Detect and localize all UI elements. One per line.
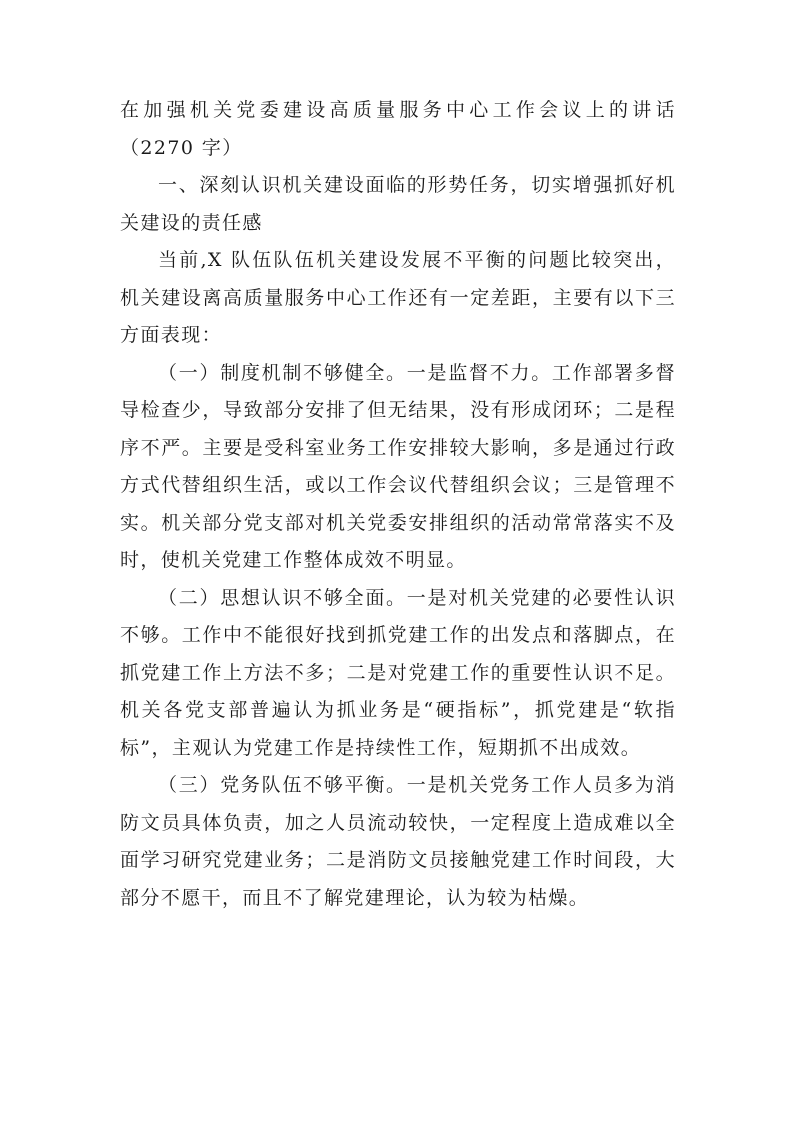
section-heading-1: 一、深刻认识机关建设面临的形势任务，切实增强抓好机关建设的责任感 — [120, 174, 676, 234]
document-title: 在加强机关党委建设高质量服务中心工作会议上的讲话（2270 字） — [120, 99, 676, 159]
paragraph-institutional-mechanism: （一）制度机制不够健全。一是监督不力。工作部署多督导检查少，导致部分安排了但无结果，没有形成闭环；二是程序不严。主要是受科室业务工作安排较大影响，多是通过行政方式代替组织生活，或以工作会议代替组织会议；三是管理不实。机关部分党支部对机关党委安排组织的活动常常落实不及时，使机关党建工作整体成效不明显。 — [120, 361, 676, 571]
paragraph-ideological-understanding: （二）思想认识不够全面。一是对机关党建的必要性认识不够。工作中不能很好找到抓党建工作的出发点和落脚点，在抓党建工作上方法不多；二是对党建工作的重要性认识不足。机关各党支部普遍认为抓业务是“硬指标”，抓党建是“软指标”，主观认为党建工作是持续性工作，短期抓不出成效。 — [120, 586, 676, 759]
paragraph-party-affairs-team: （三）党务队伍不够平衡。一是机关党务工作人员多为消防文员具体负责，加之人员流动较快，一定程度上造成难以全面学习研究党建业务；二是消防文员接触党建工作时间段，大部分不愿干，而且不了解党建理论，认为较为枯燥。 — [120, 774, 676, 909]
document-body — [120, 92, 676, 917]
paragraph-current-situation: 当前,X 队伍队伍机关建设发展不平衡的问题比较突出，机关建设离高质量服务中心工作还有一定差距，主要有以下三方面表现： — [120, 249, 676, 346]
